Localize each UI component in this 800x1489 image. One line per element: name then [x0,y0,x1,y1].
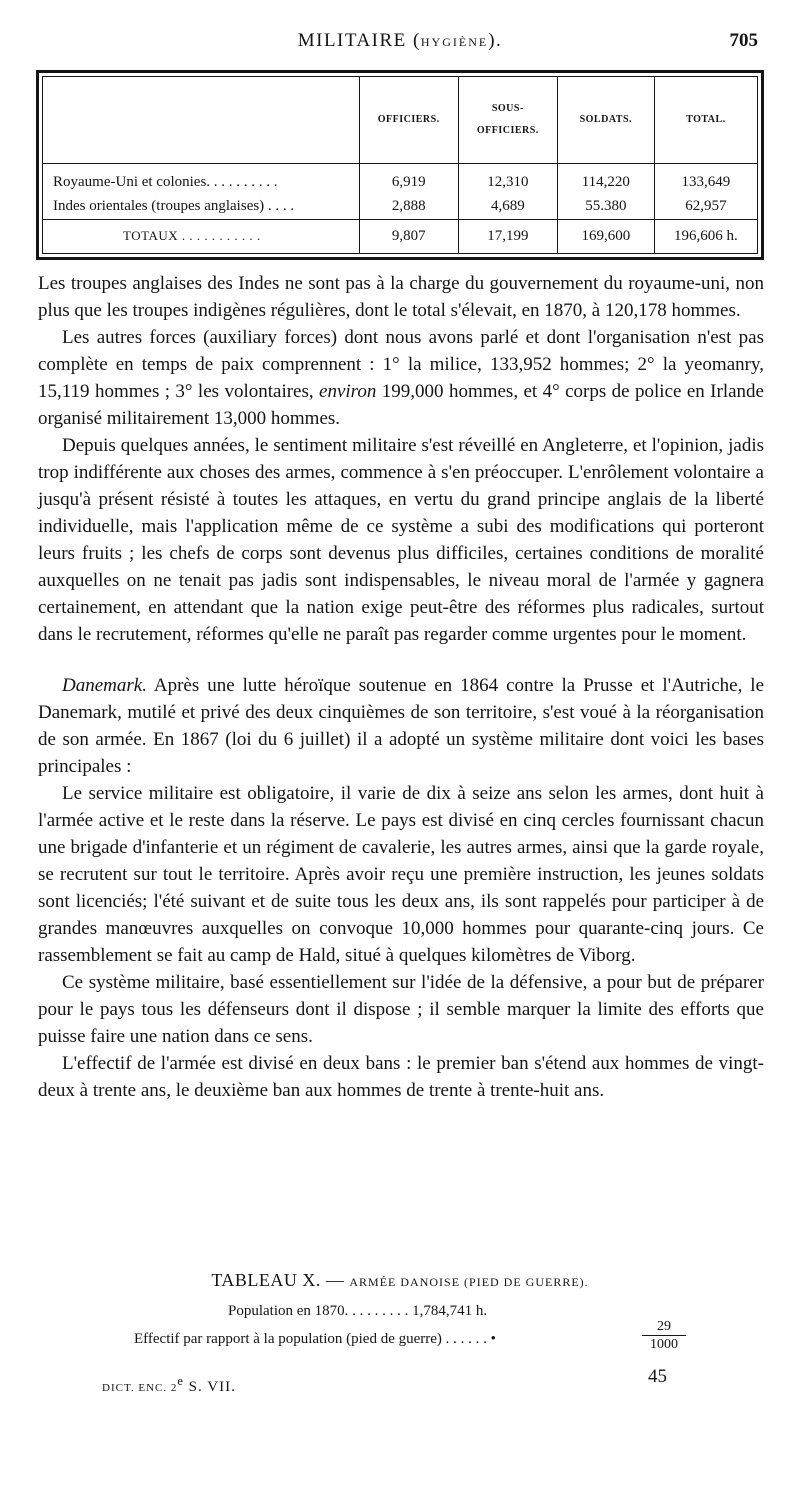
paragraph: L'effectif de l'armée est divisé en deux bans : le premier ban s'étend aux hommes de vingt-deux à trente ans, le deuxième ban aux hommes de trente à trente-huit ans. [38,1053,764,1101]
footer-sheet-number: 45 [648,1366,667,1387]
running-header [0,30,800,60]
paragraph-text: Les autres forces (auxiliary forces) dont nous avons parlé et dont l'organisation n'est pas complète en temps de paix comprennent : 1° la milice, 133,952 hommes; 2° la yeomanry, 15,119 hommes ; 3° les volontaires, [38,327,764,402]
effectif-line: Effectif par rapport à la population (pied de guerre) . . . . . . • [134,1331,496,1347]
fraction-denominator: 1000 [642,1335,686,1353]
table-cell: 62,957 [654,195,757,220]
table-cell: 6,919 [359,170,458,194]
table-cell: 12,310 [458,170,557,194]
table-cell: 2,888 [359,195,458,220]
paragraph [38,324,764,432]
effectif-fraction [642,1318,686,1353]
total-cell: 196,606 h. [654,219,757,253]
table-header-empty [43,77,359,163]
tableau-title-main: TABLEAU X. — [211,1270,350,1290]
row-label: Royaume-Uni et colonies. . . . . . . . . . [53,174,278,191]
column-header-officiers: OFFICIERS. [359,77,458,163]
column-header-soldats: SOLDATS. [557,77,654,163]
running-title-subject: HYGIÈNE [420,35,489,49]
paragraph-text: 199,000 hommes, et 4° corps de police en Irlande organisé militairement 13,000 hommes. [38,381,764,429]
paragraph: Le service militaire est obligatoire, il varie de dix à seize ans selon les armes, dont huit à l'armée active et le reste dans la réserve. Le pays est divisé en cinq cercles fournissant chacun une brigade d'infanterie et un régiment de cavalerie, les autres armes, ainsi que la garde royale, se recrutent sur tout le territoire. Après avoir reçu une première instruction, les jeunes soldats sont licenciés; l'été suivant et de suite tous les deux ans, ils sont rappelés pour participer à de grandes manœuvres auxquelles on convoque 10,000 hommes pour quarante-cinq jours. Ce rassemblement se fait au camp de Hald, situé à quelques kilomètres de Viborg. [38,783,764,966]
footer-signature-end: S. VII. [183,1379,236,1395]
table-cell: 114,220 [557,170,654,194]
total-label: TOTAUX . . . . . . . . . . . [43,219,359,253]
table-cell: 133,649 [654,170,757,194]
table-row [43,170,757,194]
body-text [38,270,764,1104]
table-cell: 55.380 [557,195,654,220]
italic-word: environ [319,381,377,402]
statistics-table-inner [42,76,758,254]
table-total-row [43,219,757,253]
total-cell: 169,600 [557,219,654,253]
paragraph: Ce système militaire, basé essentiellement sur l'idée de la défensive, a pour but de préparer pour le pays tous les défenseurs dont il dispose ; il semble marquer la limite des efforts que puisse faire une nation dans ce sens. [38,972,764,1047]
population-line: Population en 1870. . . . . . . . . 1,784,741 h. [228,1303,488,1319]
table-header-row [43,77,757,163]
section-heading: Danemark. [62,675,147,696]
tableau-title-subject: ARMÉE DANOISE (PIED DE GUERRE). [349,1275,589,1289]
tableau-title [0,1270,800,1291]
paragraph [38,672,764,780]
column-header-sous-officiers: SOUS- OFFICIERS. [458,77,557,163]
fraction-numerator: 29 [657,1319,671,1334]
total-cell: 17,199 [458,219,557,253]
running-title [0,30,800,52]
table-row [43,195,757,220]
paragraph: Les troupes anglaises des Indes ne sont pas à la charge du gouvernement du royaume-uni, non plus que les troupes indigènes régulières, dont le total s'élevait, en 1870, à 120,178 hommes. [38,273,764,321]
page-number: 705 [729,30,758,51]
statistics-grid [43,77,757,253]
column-header-total: TOTAL. [654,77,757,163]
row-label: Indes orientales (troupes anglaises) . . . . [53,198,295,215]
footer-signature-sup: e [177,1374,184,1388]
total-cell: 9,807 [359,219,458,253]
statistics-table [36,70,764,260]
running-title-end: ). [488,30,503,51]
table-cell: 4,689 [458,195,557,220]
paragraph: Depuis quelques années, le sentiment militaire s'est réveillé en Angleterre, et l'opinion, jadis trop indifférente aux choses des armes, commence à s'en préoccuper. L'enrôlement volontaire a jusqu'à présent résisté à toutes les attaques, en vertu du grand principe anglais de la liberté individuelle, mais l'application même de ce système a subi des modifications qui porteront leurs fruits ; les chefs de corps sont devenus plus difficiles, certaines conditions de moralité auxquelles on ne tenait pas jadis sont indispensables, le niveau moral de l'armée y gagnera certainement, en attendant que la nation exige peut-être des réformes plus radicales, surtout dans le recrutement, réformes qu'elle ne paraît pas regarder comme urgentes pour le moment. [38,435,764,645]
paragraph-text: Après une lutte héroïque soutenue en 1864 contre la Prusse et l'Autriche, le Danemark, mutilé et privé des deux cinquièmes de son territoire, s'est voué à la réorganisation de son armée. En 1867 (loi du 6 juillet) il a adopté un système militaire dont voici les bases principales : [38,675,764,777]
footer-signature [102,1374,236,1396]
table-spacer [43,163,757,170]
footer-signature-main: DICT. ENC. 2 [102,1382,178,1394]
running-title-main: MILITAIRE ( [297,30,421,51]
